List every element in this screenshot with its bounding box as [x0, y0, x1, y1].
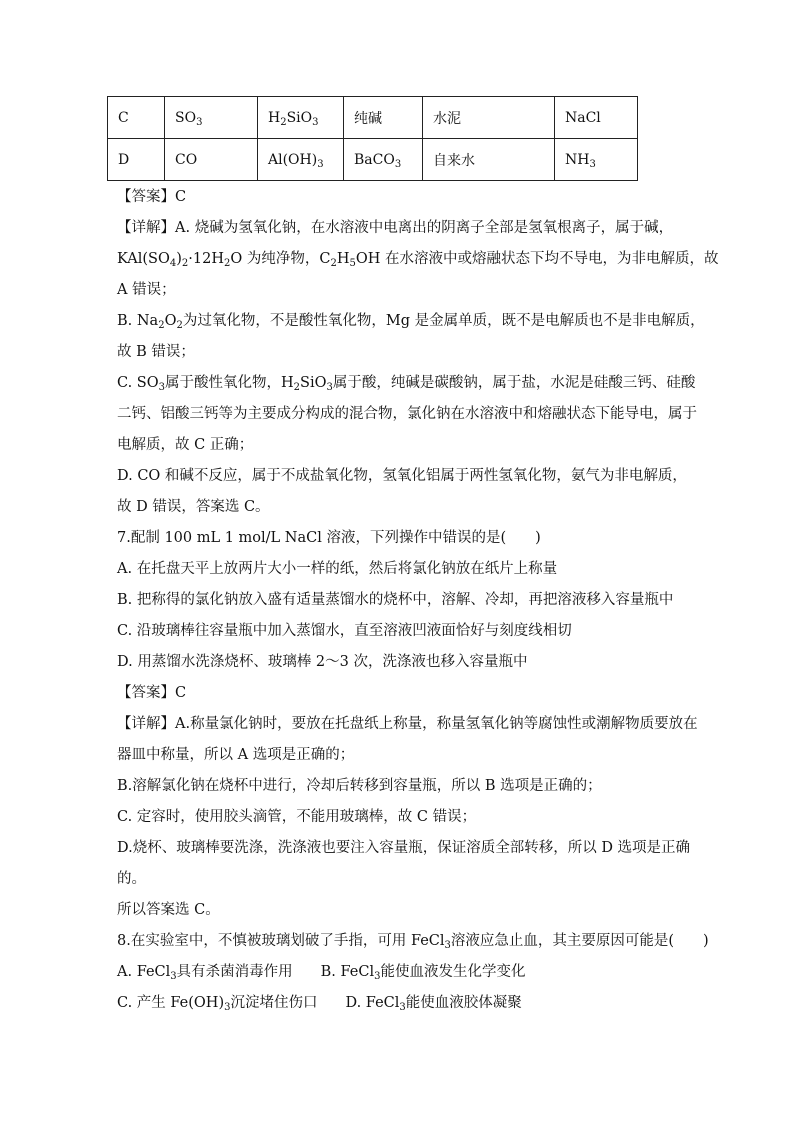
table-cell: $SO_3$: [165, 97, 258, 139]
detail-line: D. CO 和碱不反应，属于不成盐氧化物，氢氧化铝属于两性氢氧化物，氨气为非电解质，: [117, 468, 687, 484]
table-row: [108, 139, 638, 181]
detail-line: 二钙、铝酸三钙等为主要成分构成的混合物，氯化钠在水溶液中和熔融状态下能导电，属于: [117, 406, 697, 422]
option-d: D. FeCl$_3$能使血液胶体凝聚: [345, 995, 522, 1013]
option-row: [117, 993, 687, 1013]
option-a: A. FeCl$_3$具有杀菌消毒作用: [117, 964, 293, 982]
table-cell: $Al(OH)_3$: [258, 139, 344, 181]
detail-line: 电解质，故 C 正确；: [117, 437, 254, 453]
table-row: [108, 97, 638, 139]
table-cell: NaCl: [555, 97, 638, 139]
question-stem: 8.在实验室中，不慎被玻璃划破了手指，可用 FeCl$_3$溶液应急止血，其主要原因可能是( ): [117, 933, 709, 951]
detail-line: C. $SO_3$属于酸性氧化物，$H_2SiO_3$属于酸，纯碱是碳酸钠，属于盐，水泥是硅酸三钙、硅酸: [117, 375, 696, 393]
table-cell: $NH_3$: [555, 139, 638, 181]
detail-line: B. $Na_2O_2$为过氧化物，不是酸性氧化物，Mg 是金属单质，既不是电解质也不是非电解质，: [117, 313, 705, 331]
detail-line: B.溶解氯化钠在烧杯中进行，冷却后转移到容量瓶，所以 B 选项是正确的；: [117, 778, 602, 794]
question-stem: 7.配制 100 mL 1 mol/L NaCl 溶液，下列操作中错误的是( ): [117, 530, 541, 546]
options-table: [107, 96, 638, 181]
table-cell: 水泥: [423, 97, 555, 139]
detail-line: 故 D 错误，答案选 C。: [117, 499, 270, 515]
table-cell: 纯碱: [344, 97, 423, 139]
detail-line: $KAl(SO_4)_2\cdot 12H_2O$ 为纯净物，$C_2H_5OH$ 在水溶液中或熔融状态下均不导电，为非电解质，故: [117, 251, 719, 269]
answer-label: 【答案】C: [117, 189, 187, 205]
option-a: A. 在托盘天平上放两片大小一样的纸，然后将氯化钠放在纸片上称量: [117, 561, 558, 577]
option-c: C. 产生 $Fe(OH)_3$沉淀堵住伤口: [117, 995, 318, 1013]
option-c: C. 沿玻璃棒往容量瓶中加入蒸馏水，直至溶液凹液面恰好与刻度线相切: [117, 623, 572, 639]
table-cell: CO: [165, 139, 258, 181]
table-cell: D: [108, 139, 165, 181]
table-cell: C: [108, 97, 165, 139]
option-d: D. 用蒸馏水洗涤烧杯、玻璃棒 2～3 次，洗涤液也移入容量瓶中: [117, 654, 528, 670]
detail-line: 所以答案选 C。: [117, 902, 220, 918]
detail-line: C. 定容时，使用胶头滴管，不能用玻璃棒，故 C 错误；: [117, 809, 477, 825]
detail-line: 的。: [117, 871, 146, 887]
detail-line: A 错误；: [117, 282, 176, 298]
detail-line: 【详解】A. 烧碱为氢氧化钠，在水溶液中电离出的阴离子全部是氢氧根离子，属于碱，: [117, 220, 674, 236]
table-cell: BaCO$_3$: [344, 139, 423, 181]
detail-line: 【详解】A.称量氯化钠时，要放在托盘纸上称量，称量氢氧化钠等腐蚀性或潮解物质要放在: [117, 716, 698, 732]
table-cell: 自来水: [423, 139, 555, 181]
option-b: B. FeCl$_3$能使血液发生化学变化: [320, 964, 526, 982]
answer-label: 【答案】C: [117, 685, 187, 701]
detail-line: 故 B 错误；: [117, 344, 195, 360]
option-b: B. 把称得的氯化钠放入盛有适量蒸馏水的烧杯中，溶解、冷却，再把溶液移入容量瓶中: [117, 592, 674, 608]
option-row: [117, 962, 687, 982]
detail-line: D.烧杯、玻璃棒要洗涤，洗涤液也要注入容量瓶，保证溶质全部转移，所以 D 选项是正确: [117, 840, 691, 856]
table-cell: $H_2SiO_3$: [258, 97, 344, 139]
detail-line: 器皿中称量，所以 A 选项是正确的；: [117, 747, 355, 763]
